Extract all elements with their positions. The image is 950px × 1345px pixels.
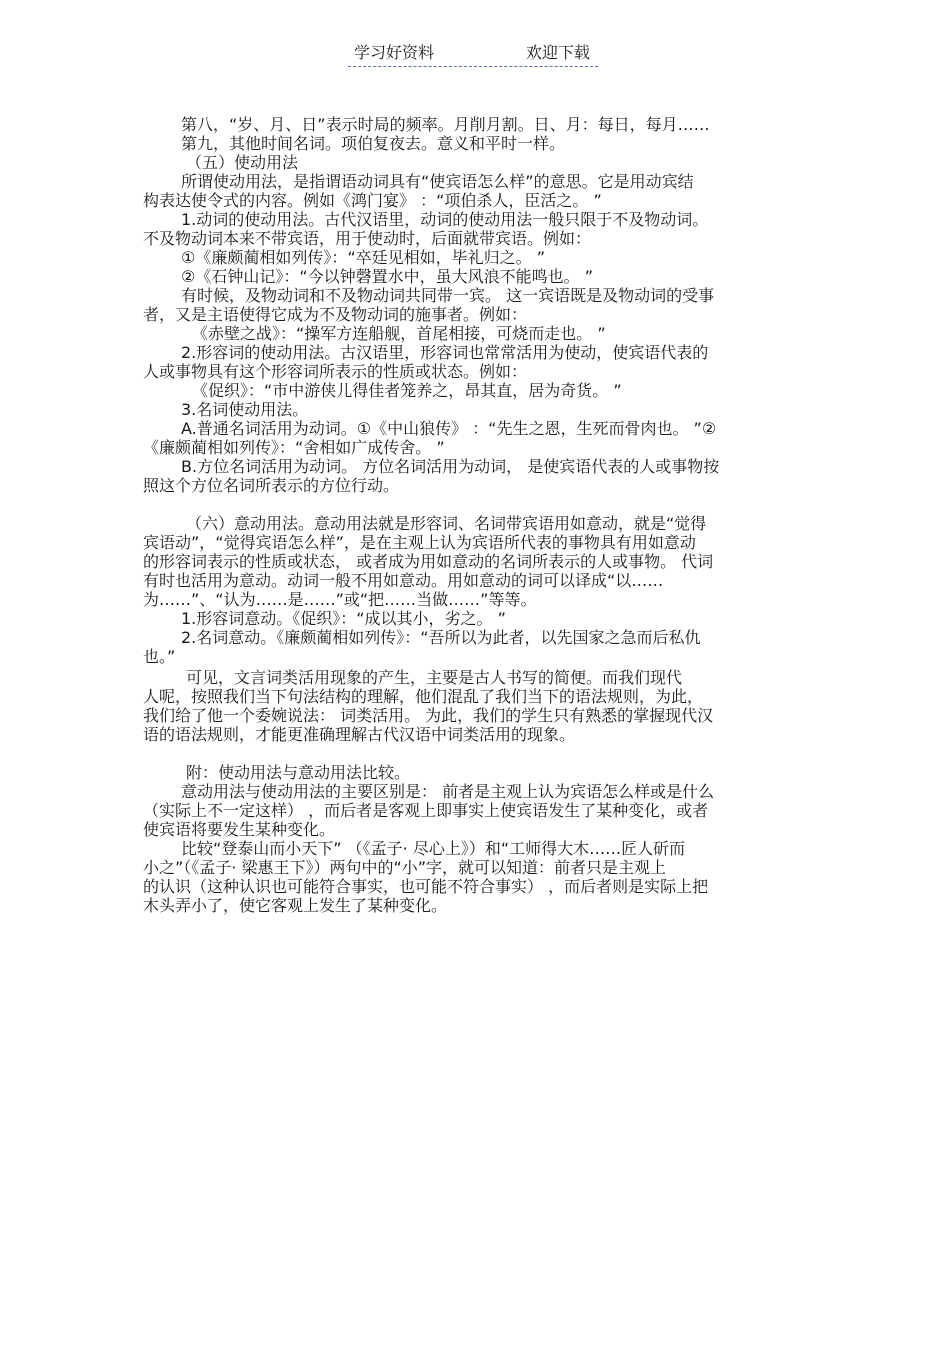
text-line: 所谓使动用法，是指谓语动词具有“使宾语怎么样”的意思。它是用动宾结 [181,172,694,191]
header-left-label: 学习好资料 [354,43,435,62]
text-line: 可见，文言词类活用现象的产生，主要是古人书写的简便。而我们现代 [186,668,683,687]
section-heading: （五）使动用法 [186,153,299,172]
text-line: B.方位名词活用为动词。 方位名词活用为动词， 是使宾语代表的人或事物按 [181,457,720,476]
text-line: 照这个方位名词所表示的方位行动。 [143,476,400,495]
text-line: 2.形容词的使动用法。古汉语里，形容词也常常活用为使动，使宾语代表的 [181,343,709,362]
text-line: ①《廉颇蔺相如列传》：“卒廷见相如，毕礼归之。 ” [181,248,546,267]
text-line: 的形容词表示的性质或状态， 或者成为用如意动的名词所表示的人或事物。 代词 [143,552,714,571]
text-line: 使宾语将要发生某种变化。 [143,820,336,839]
text-line: 《促织》：“市中游侠儿得佳者笼养之，昂其直，居为奇货。 ” [192,381,622,400]
text-line: 我们给了他一个委婉说法： 词类活用。 为此，我们的学生只有熟悉的掌握现代汉 [143,706,714,725]
text-line: 也。” [143,647,176,666]
text-line: 构表达使令式的内容。例如《鸿门宴》 ：“项伯杀人，臣活之。 ” [143,191,602,210]
text-line: 语的语法规则，才能更准确理解古代汉语中词类活用的现象。 [143,725,576,744]
header-right-label: 欢迎下载 [526,43,591,62]
text-line: 为……”、“认为……是……”或“把……当做……”等等。 [143,590,537,609]
text-line: 木头弄小了，使它客观上发生了某种变化。 [143,896,448,915]
text-line: 第九，其他时间名词。项伯复夜去。意义和平时一样。 [181,134,566,153]
text-line: 3.名词使动用法。 [181,400,309,419]
text-line: A.普通名词活用为动词。①《中山狼传》 ：“先生之恩，生死而骨肉也。 ”② [181,419,717,438]
text-line: 小之”（《孟子· 梁惠王下》）两句中的“小”字，就可以知道：前者只是主观上 [143,858,667,877]
text-line: 1.动词的使动用法。古代汉语里，动词的使动用法一般只限于不及物动词。 [181,210,709,229]
text-line: 宾语动”，“觉得宾语怎么样”，是在主观上认为宾语所代表的事物具有用如意动 [143,533,696,552]
text-line: （实际上不一定这样） ，而后者是客观上即事实上使宾语发生了某种变化，或者 [143,801,709,820]
text-line: 第八，“岁、月、日”表示时局的频率。月削月割。日、月：每日，每月…… [181,115,710,134]
text-line: 有时候，及物动词和不及物动词共同带一宾。 这一宾语既是及物动词的受事 [181,286,715,305]
text-line: 1.形容词意动。《促织》：“成以其小，劣之。 ” [181,609,506,628]
text-line: 比较“登泰山而小天下” （《孟子· 尽心上》）和“工师得大木……匠人斫而 [181,839,686,858]
section-heading: （六）意动用法。意动用法就是形容词、名词带宾语用如意动，就是“觉得 [186,514,707,533]
text-line: 者，又是主语使得它成为不及物动词的施事者。例如： [143,305,528,324]
page-header [348,42,598,67]
text-line: 不及物动词本来不带宾语，用于使动时，后面就带宾语。例如： [143,229,592,248]
text-line: 2.名词意动。《廉颇蔺相如列传》：“吾所以为此者，以先国家之急而后私仇 [181,628,701,647]
text-line: 《赤壁之战》：“操军方连船舰，首尾相接，可烧而走也。 ” [192,324,606,343]
text-line: 意动用法与使动用法的主要区别是： 前者是主观上认为宾语怎么样或是什么 [181,782,715,801]
text-line: 人或事物具有这个形容词所表示的性质或状态。例如： [143,362,528,381]
text-line: 有时也活用为意动。动词一般不用如意动。用如意动的词可以译成“以…… [143,571,664,590]
section-heading: 附：使动用法与意动用法比较。 [186,763,411,782]
text-line: 的认识（这种认识也可能符合事实，也可能不符合事实） ，而后者则是实际上把 [143,877,709,896]
text-line: 《廉颇蔺相如列传》：“舍相如广成传舍。 ” [143,438,445,457]
text-line: ②《石钟山记》：“今以钟磬置水中，虽大风浪不能鸣也。 ” [181,267,594,286]
text-line: 人呢，按照我们当下句法结构的理解，他们混乱了我们当下的语法规则，为此， [143,687,704,706]
